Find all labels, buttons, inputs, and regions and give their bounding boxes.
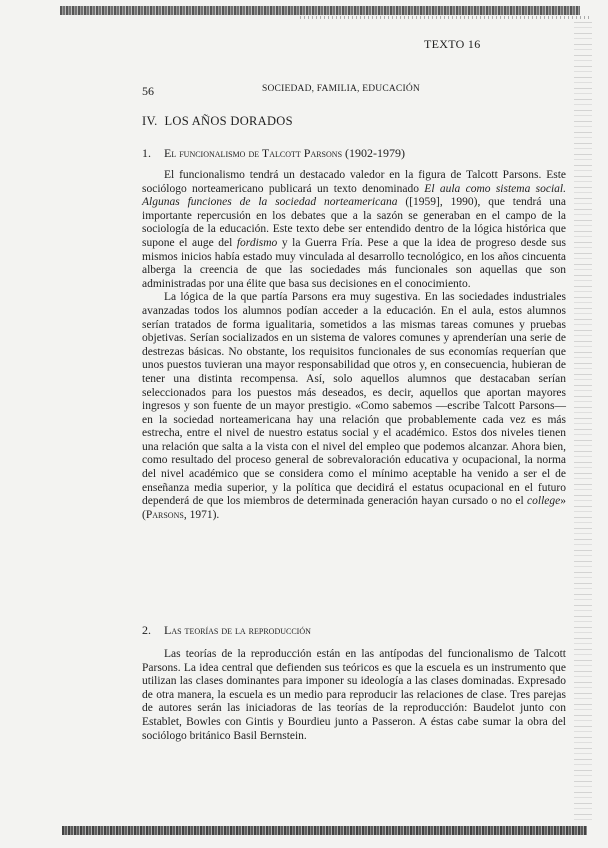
running-head: SOCIEDAD, FAMILIA, EDUCACIÓN: [262, 84, 420, 94]
scan-edge-top-light: [300, 16, 590, 19]
page-number: 56: [142, 84, 154, 98]
section-dates: (1902-1979): [345, 146, 406, 160]
term-italic: fordismo: [236, 236, 278, 249]
section-heading-1: [142, 146, 405, 161]
section-2-body: [142, 648, 566, 743]
section-number: 2.: [142, 623, 151, 637]
paragraph: Las teorías de la reproducción están en las antípodas del funcionalismo de Talcott Parsons. La idea central que defienden sus teóricos es que la escuela es un instrumento que utilizan las clases dominantes para imponer su ideología a las clases dominadas. Expresado de otra manera, la escuela es un medio para reproducir las relaciones de clase. Tres parejas de autores serán las iniciadoras de las teorías de la reproducción: Baudelot junto con Establet, Bowles con Gintis y Bourdieu junto a Passeron. A éstas cabe sumar la obra del sociólogo británico Basil Bernstein.: [142, 648, 566, 742]
scan-edge-bottom: [62, 826, 587, 835]
scan-edge-right: [574, 22, 592, 822]
work-title: El aula como sistema social. Algunas funciones de la sociedad norteamericana: [142, 182, 566, 209]
paragraph: La lógica de la que partía Parsons era muy sugestiva. En las sociedades industriales avanzadas todos los alumnos podían acceder a la educación. En el aula, estos alumnos serían tratados de forma igualitaria, sometidos a las mismas tareas comunes y pruebas objetivas. Serían socializados en un sistema de valores comunes y aprenderían una serie de destrezas básicas. No obstante, los requisitos funcionales de sus economías requerían que unos puestos tuvieran una mayor responsabilidad que otros y, en consecuencia, hubieran de tener una distinta recompensa. Así, solo aquellos alumnos que destacaban serían seleccionados para los puestos más deseados, es decir, aquellos que aportan mayores ingresos y son fuente de un mayor prestigio. «Como sabemos —escribe Talcott Parsons— en la sociedad norteamericana hay una relación que probablemente cada vez es más estrecha, entre el nivel de nuestro estatus social y el académico. Estos dos niveles tienen una relación que salta a la vista con el nivel del empleo que podemos alcanzar. Ahora bien, como resultado del proceso general de sobrevaloración educativa y ocupacional, la norma del nivel académico que se considera como el mínimo aceptable ha venido a ser el de enseñanza media superior, y la política que decidirá el estatus ocupacional en el futuro dependerá de que los miembros de determinada generación hayan cursado o no el college» (Parsons, 1971).: [142, 291, 566, 521]
section-title: Las teorías de la reproducción: [164, 623, 311, 637]
citation-author: Parsons: [145, 508, 184, 521]
section-number: 1.: [142, 146, 151, 160]
section-heading-2: [142, 623, 311, 638]
section-1-body: [142, 169, 566, 522]
chapter-title: IV. LOS AÑOS DORADOS: [142, 114, 293, 128]
section-title: El funcionalismo de Talcott Parsons: [164, 146, 343, 160]
scan-edge-top: [60, 6, 580, 15]
collection-label: TEXTO 16: [424, 37, 481, 51]
term-italic: college: [527, 495, 561, 508]
paragraph: El funcionalismo tendrá un destacado valedor en la figura de Talcott Parsons. Este sociólogo norteamericano publicará un texto denominado El aula como sistema social. Algunas funciones de la sociedad norteamericana ([1959], 1990), que tendrá una importante repercusión en los debates que a la sazón se generaban en el campo de la sociología de la educación. Este texto debe ser entendido dentro de la lógica histórica que supone el auge del fordismo y la Guerra Fría. Pese a que la idea de progreso desde sus mismos inicios había estado muy vinculada al desarrollo tecnológico, en los años cincuenta alberga la creencia de que las sociedades más funcionales son aquellas que son administradas por una élite que basa sus decisiones en el conocimiento.: [142, 169, 567, 290]
